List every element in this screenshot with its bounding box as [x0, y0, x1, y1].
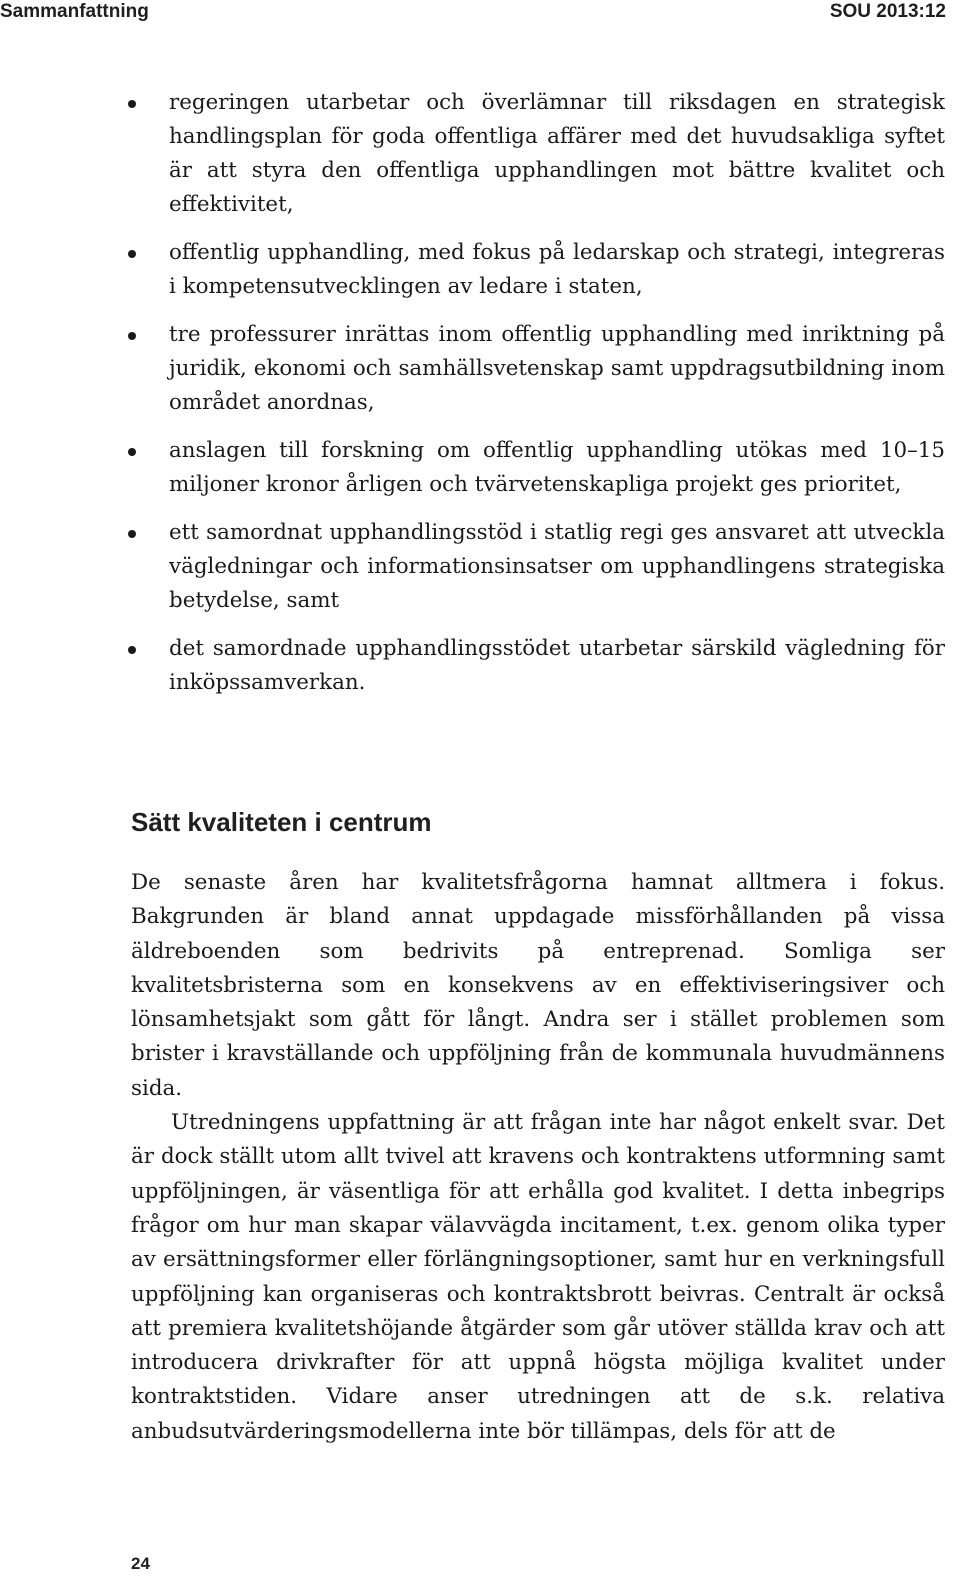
list-item — [128, 318, 945, 420]
list-item-text: anslagen till forskning om offentlig upphandling utökas med 10–15 miljoner kronor årligen och tvärvetenskapliga projekt ges prioritet, — [169, 438, 945, 497]
bullet-icon — [128, 448, 136, 456]
bullet-icon — [128, 332, 136, 340]
bullet-list — [128, 86, 945, 714]
document-reference: SOU 2013:12 — [829, 1, 946, 22]
page-header — [0, 0, 960, 28]
list-item — [128, 236, 945, 304]
bullet-icon — [128, 530, 136, 538]
list-item-text: ett samordnat upphandlingsstöd i statlig regi ges ansvaret att utveckla vägledningar och informationsinsatser om upphandlingens strategiska betydelse, samt — [169, 520, 945, 613]
list-item — [128, 86, 945, 222]
list-item-text: offentlig upphandling, med fokus på ledarskap och strategi, integreras i kompetensutvecklingen av ledare i staten, — [169, 240, 945, 299]
list-item — [128, 434, 945, 502]
section-title: Sammanfattning — [0, 1, 149, 22]
paragraph: De senaste åren har kvalitetsfrågorna hamnat alltmera i fokus. Bakgrunden är bland annat uppdagade missförhållanden på vissa äldreboenden som bedrivits på entreprenad. Somliga ser kvalitetsbristerna som en konsekvens av en effektiviseringsiver och lönsamhetsjakt som gått för långt. Andra ser i stället problemen som brister i kravställande och uppföljning från de kommunala huvudmännens sida. — [131, 870, 945, 1101]
list-item-text: det samordnade upphandlingsstödet utarbetar särskild vägledning för inköpssamverkan. — [169, 636, 945, 695]
list-item-text: regeringen utarbetar och överlämnar till riksdagen en strategisk handlingsplan för goda offentliga affärer med det huvudsakliga syftet är att styra den offentliga upphandlingen mot bättre kvalitet och effektivitet, — [169, 90, 945, 217]
list-item — [128, 632, 945, 700]
list-item — [128, 516, 945, 618]
body-text — [131, 866, 945, 1449]
page-number: 24 — [131, 1554, 150, 1573]
list-item-text: tre professurer inrättas inom offentlig upphandling med inriktning på juridik, ekonomi och samhällsvetenskap samt uppdragsutbildning inom området anordnas, — [169, 322, 945, 415]
paragraph: Utredningens uppfattning är att frågan inte har något enkelt svar. Det är dock ställt utom allt tvivel att kravens och kontraktens utformning samt uppföljningen, är väsentliga för att erhålla god kvalitet. I detta inbegrips frågor om hur man skapar välavvägda incitament, t.ex. genom olika typer av ersättningsformer eller förlängningsoptioner, samt hur en verkningsfull uppföljning kan organiseras och kontraktsbrott beivras. Centralt är också att premiera kvalitetshöjande åtgärder som går utöver ställda krav och att introducera drivkrafter för att uppnå högsta möjliga kvalitet under kontraktstiden. Vidare anser utredningen att de s.k. relativa anbudsutvärderingsmodellerna inte bör tillämpas, dels för att de — [131, 1110, 945, 1444]
bullet-icon — [128, 646, 136, 654]
bullet-icon — [128, 250, 136, 258]
section-heading: Sätt kvaliteten i centrum — [131, 807, 432, 837]
bullet-icon — [128, 100, 136, 108]
